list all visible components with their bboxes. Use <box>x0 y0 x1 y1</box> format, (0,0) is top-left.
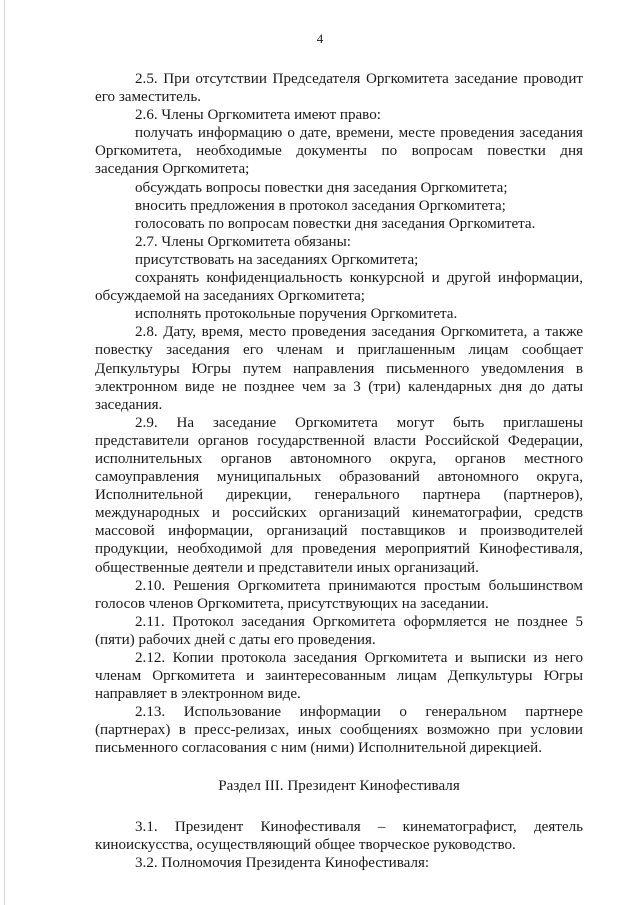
paragraph-2-8: 2.8. Дату, время, место проведения заседания Оргкомитета, а также повестку заседания его членам и приглашенным лицам сообщает Депкультуры Югры путем направления письменного уведомления в электронном виде не позднее чем за 3 (три) календарных дня до даты заседания. <box>95 324 583 413</box>
paragraph-2-7: 2.7. Члены Оргкомитета обязаны: <box>135 233 351 250</box>
page-number: 4 <box>316 31 324 46</box>
paragraph-2-5: 2.5. При отсутствии Председателя Оргкомитета заседание проводит его заместитель. <box>95 71 583 106</box>
list-item-propose: вносить предложения в протокол заседания Оргкомитета; <box>135 197 506 214</box>
paragraph-2-11: 2.11. Протокол заседания Оргкомитета оформляется не позднее 5 (пяти) рабочих дней с даты его проведения. <box>95 613 583 648</box>
paragraph-3-2: 3.2. Полномочия Президента Кинофестиваля: <box>135 854 430 871</box>
paragraph-2-9: 2.9. На заседание Оргкомитета могут быть приглашены представители органов государственной власти Российской Федерации, исполнительных органов автономного округа, органов местного самоуправления муниципальных образований автономного округа, Исполнительной дирекции, генерального партнера (партнеров), международных и российских организаций кинематографии, средств массовой информации, организаций поставщиков и производителей продукции, необходимой для проведения мероприятий Кинофестиваля, общественные деятели и представители иных организаций. <box>95 414 583 576</box>
list-item-execute: исполнять протокольные поручения Оргкомитета. <box>135 306 458 323</box>
list-item-receive-info: получать информацию о дате, времени, месте проведения заседания Оргкомитета, необходимые документы по вопросам повестки дня заседания Оргкомитета; <box>95 125 583 178</box>
section-heading: Раздел III. Президент Кинофестиваля <box>218 777 460 794</box>
list-item-attend: присутствовать на заседаниях Оргкомитета; <box>135 251 419 268</box>
document-body <box>95 70 583 872</box>
list-item-confidentiality: сохранять конфиденциальность конкурсной и другой информации, обсуждаемой на заседаниях Оргкомитета; <box>95 270 583 305</box>
list-item-vote: голосовать по вопросам повестки дня заседания Оргкомитета. <box>135 215 536 232</box>
scan-edge-line <box>4 0 5 905</box>
paragraph-3-1: 3.1. Президент Кинофестиваля – кинематографист, деятель киноискусства, осуществляющий общее творческое руководство. <box>95 818 583 853</box>
list-item-discuss: обсуждать вопросы повестки дня заседания Оргкомитета; <box>135 179 508 196</box>
paragraph-2-13: 2.13. Использование информации о генеральном партнере (партнерах) в пресс-релизах, иных сообщениях возможно при условии письменного согласования с ним (ними) Исполнительной дирекцией. <box>95 704 583 757</box>
paragraph-2-10: 2.10. Решения Оргкомитета принимаются простым большинством голосов членов Оргкомитета, присутствующих на заседании. <box>95 577 583 612</box>
paragraph-2-12: 2.12. Копии протокола заседания Оргкомитета и выписки из него членам Оргкомитета и заинтересованным лицам Депкультуры Югры направляет в электронном виде. <box>95 650 583 703</box>
paragraph-2-6: 2.6. Члены Оргкомитета имеют право: <box>135 107 381 124</box>
